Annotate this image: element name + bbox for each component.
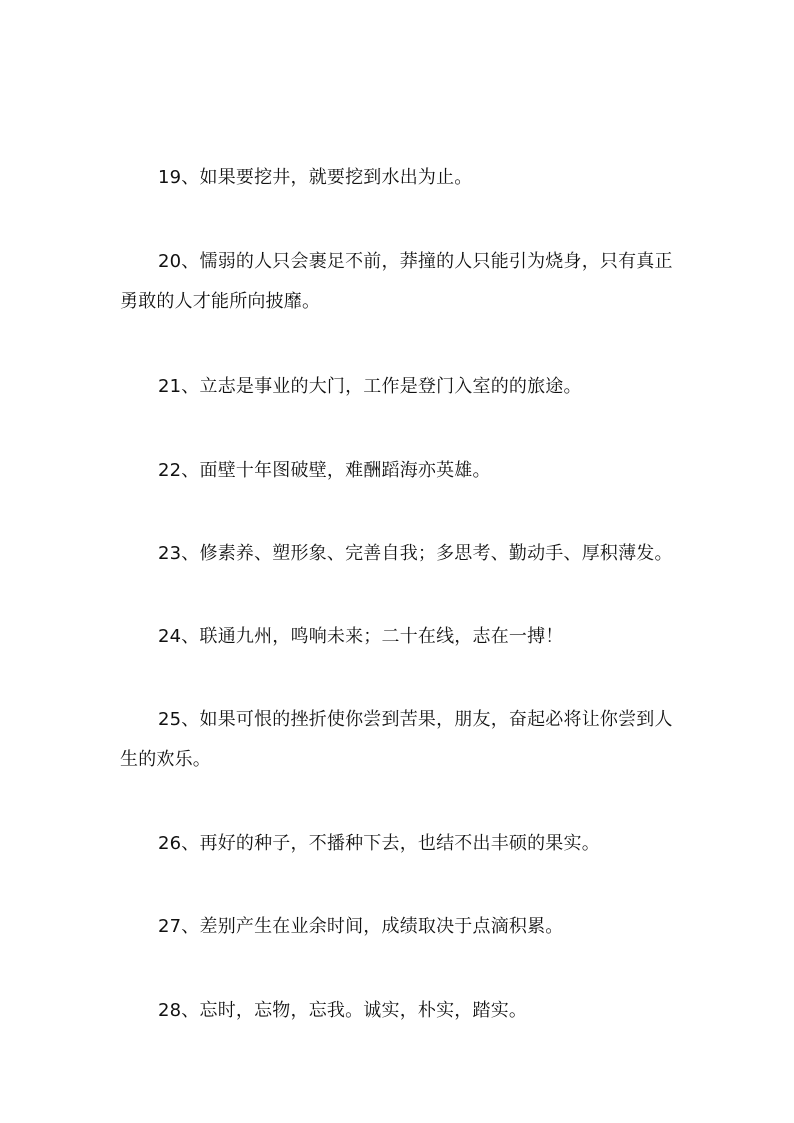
- paragraph-21: 21、立志是事业的大门，工作是登门入室的的旅途。: [158, 376, 582, 397]
- paragraph-20: 20、懦弱的人只会裹足不前，莽撞的人只能引为烧身，只有真正勇敢的人才能所向披靡。: [120, 251, 673, 312]
- paragraph-19: 19、如果要挖井，就要挖到水出为止。: [158, 167, 473, 188]
- paragraph-23: 23、修素养、塑形象、完善自我；多思考、勤动手、厚积薄发。: [158, 543, 673, 564]
- paragraph-27: 27、差别产生在业余时间，成绩取决于点滴积累。: [158, 916, 564, 937]
- paragraph-22: 22、面壁十年图破壁，难酬蹈海亦英雄。: [158, 460, 491, 481]
- paragraph-26: 26、再好的种子，不播种下去，也结不出丰硕的果实。: [158, 833, 600, 854]
- paragraph-24: 24、联通九州，鸣响未来；二十在线，志在一搏！: [158, 626, 564, 647]
- paragraph-28: 28、忘时，忘物，忘我。诚实，朴实，踏实。: [158, 1000, 528, 1021]
- paragraph-25: 25、如果可恨的挫折使你尝到苦果，朋友，奋起必将让你尝到人生的欢乐。: [120, 709, 673, 770]
